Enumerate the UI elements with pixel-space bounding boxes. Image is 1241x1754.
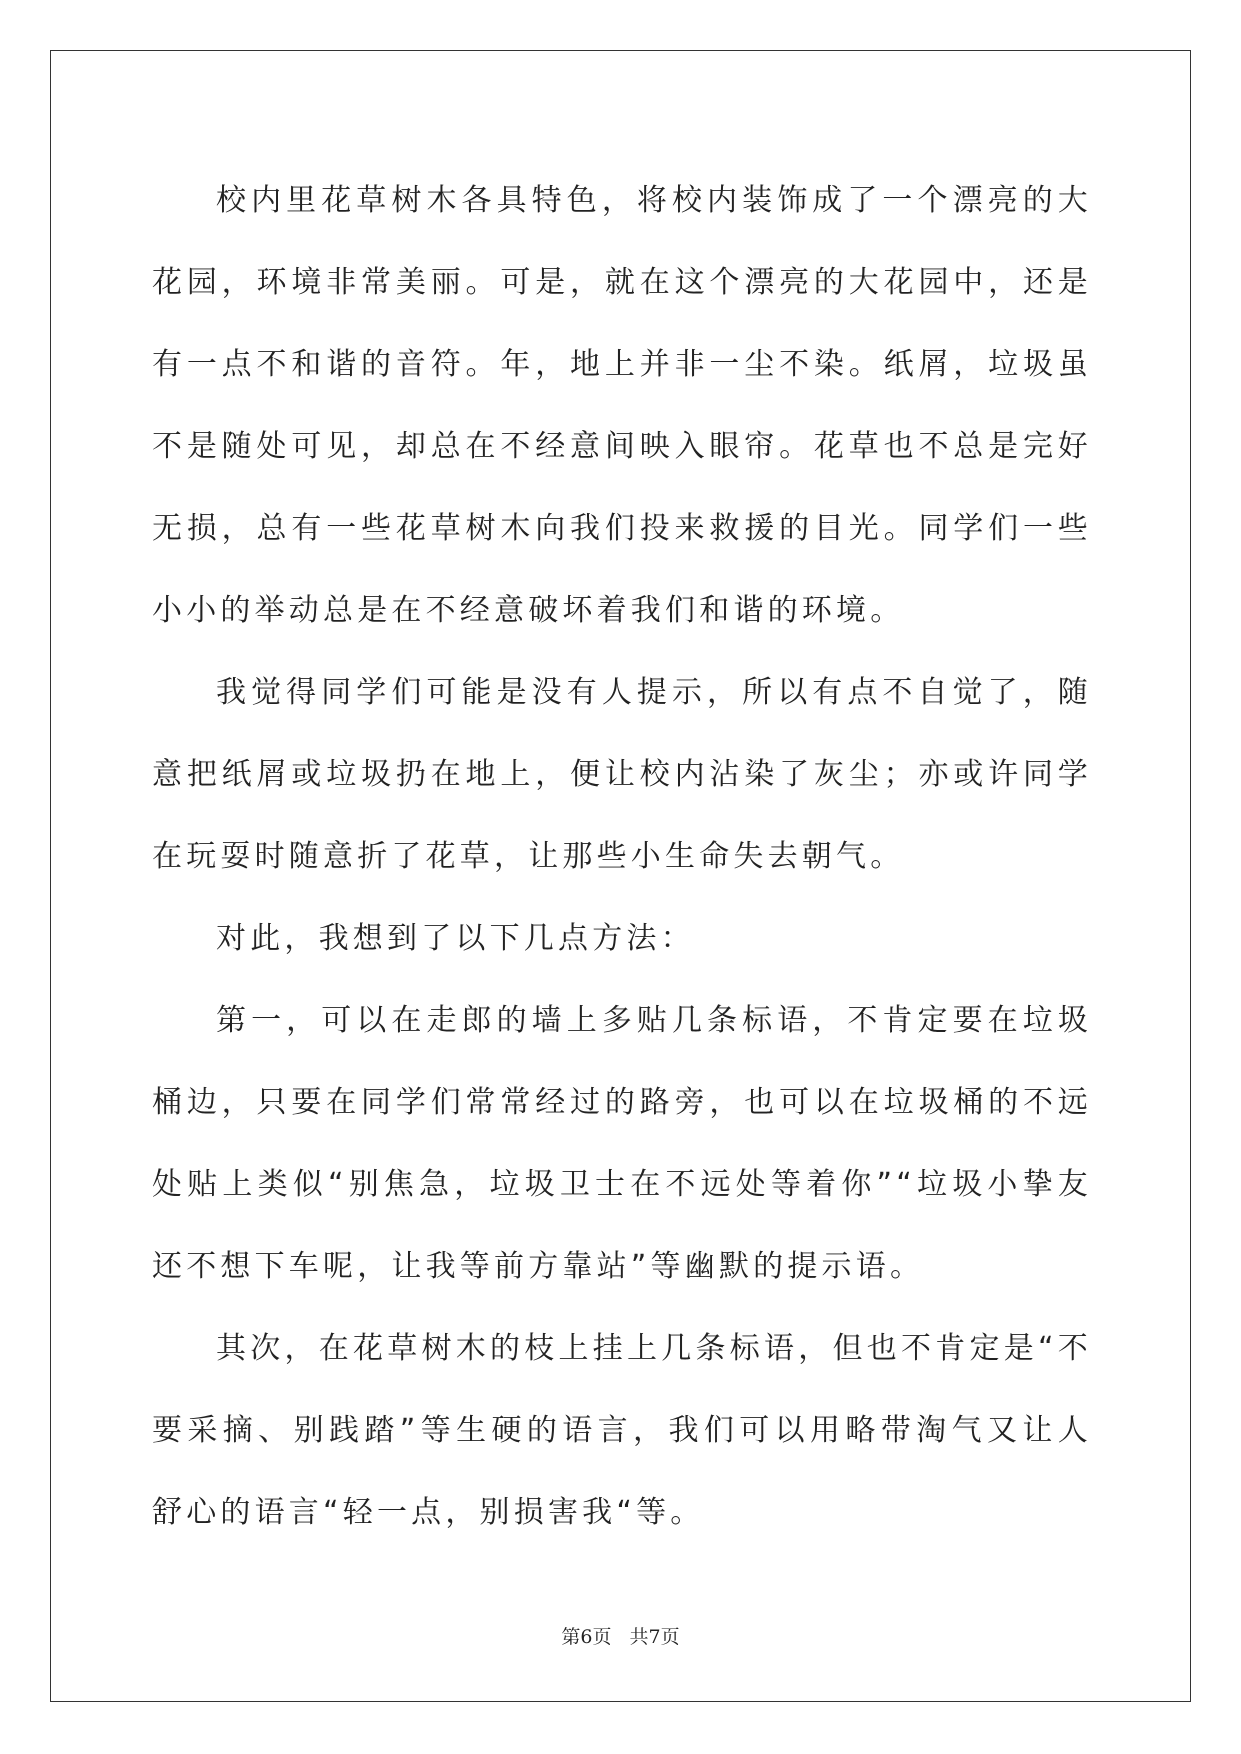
page-footer	[0, 1622, 1241, 1649]
paragraph-3: 对此，我想到了以下几点方法：	[216, 921, 695, 956]
paragraph-1: 校内里花草树木各具特色，将校内装饰成了一个漂亮的大花园，环境非常美丽。可是，就在这个漂亮的大花园中，还是有一点不和谐的音符。年，地上并非一尘不染。纸屑，垃圾虽不是随处可见，却总在不经意间映入眼帘。花草也不总是完好无损，总有一些花草树木向我们投来救援的目光。同学们一些小小的举动总是在不经意破坏着我们和谐的环境。	[152, 183, 1092, 628]
paragraph-4: 第一，可以在走郎的墙上多贴几条标语，不肯定要在垃圾桶边，只要在同学们常常经过的路旁，也可以在垃圾桶的不远处贴上类似“别焦急，垃圾卫士在不远处等着你”“垃圾小挚友还不想下车呢，让我等前方靠站”等幽默的提示语。	[152, 1003, 1092, 1284]
paragraph-2: 我觉得同学们可能是没有人提示，所以有点不自觉了，随意把纸屑或垃圾扔在地上，便让校内沾染了灰尘；亦或许同学在玩耍时随意折了花草，让那些小生命失去朝气。	[152, 675, 1092, 874]
page-total: 共7页	[629, 1626, 680, 1648]
paragraph-5: 其次，在花草树木的枝上挂上几条标语，但也不肯定是“不要采摘、别践踏”等生硬的语言，我们可以用略带淘气又让人舒心的语言“轻一点，别损害我“等。	[152, 1331, 1092, 1530]
page-number: 第6页	[561, 1626, 612, 1648]
document-body	[152, 160, 1092, 1554]
